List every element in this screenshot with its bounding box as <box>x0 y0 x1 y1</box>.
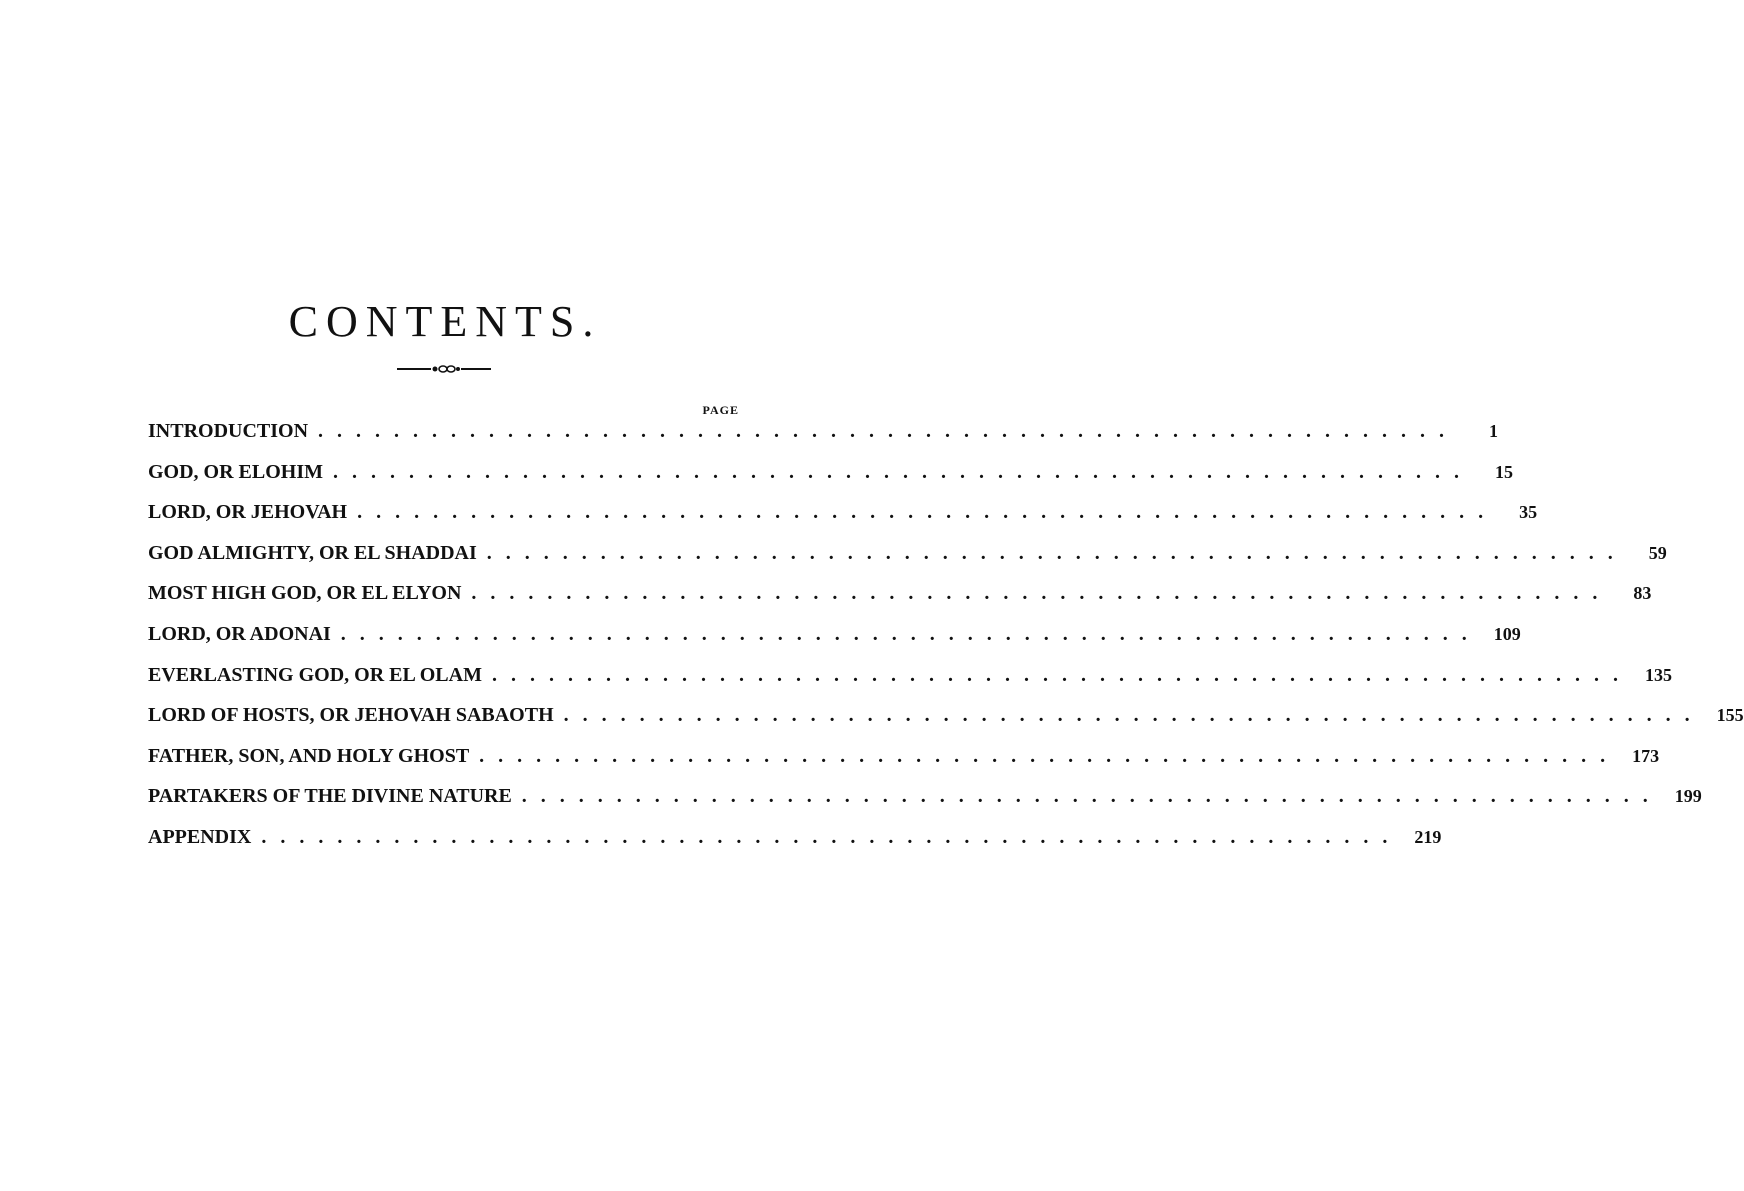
toc-entry-page-number: 35 <box>1519 502 1538 523</box>
toc-entry <box>148 541 1667 583</box>
dot-leader: ............................................................ <box>357 501 1498 524</box>
toc-entry <box>148 825 1442 867</box>
page-column-label: PAGE <box>702 403 739 417</box>
page-title: CONTENTS. <box>288 297 602 346</box>
toc-entry-title: GOD, OR ELOHIM <box>148 460 324 483</box>
toc-entry <box>148 622 1521 664</box>
toc-entry-page-number: 173 <box>1632 745 1660 766</box>
toc-entry-title: MOST HIGH GOD, OR EL ELYON <box>148 582 462 605</box>
toc-entry-title: LORD OF HOSTS, OR JEHOVAH SABAOTH <box>148 704 554 727</box>
toc-entry-page-number: 155 <box>1716 705 1744 726</box>
toc-entry-title: GOD ALMIGHTY, OR EL SHADDAI <box>148 541 477 564</box>
toc-entry <box>148 501 1538 542</box>
toc-entry-page-number: 109 <box>1493 623 1521 644</box>
dot-leader: ............................................................ <box>340 622 1481 645</box>
toc-entry-page-number: 1 <box>1489 421 1499 441</box>
toc-entry-page-number: 135 <box>1644 664 1672 685</box>
toc-entry <box>148 785 1702 826</box>
toc-entry-title: INTRODUCTION <box>148 420 309 442</box>
toc-entry-title: PARTAKERS OF THE DIVINE NATURE <box>148 785 512 808</box>
dot-leader: ............................................................ <box>333 460 1474 483</box>
toc-entry <box>148 582 1652 623</box>
toc-entry-title: LORD, OR JEHOVAH <box>148 501 348 524</box>
dot-leader: ............................................................ <box>471 582 1612 605</box>
dot-leader: ............................................................ <box>261 825 1402 848</box>
toc-entry-title: LORD, OR ADONAI <box>148 622 331 645</box>
toc-entry-title: EVERLASTING GOD, OR EL OLAM <box>148 663 482 686</box>
ornament-divider-icon <box>395 362 495 376</box>
toc-entry <box>148 704 1744 745</box>
dot-leader: ............................................................ <box>563 704 1704 727</box>
dot-leader: ............................................................ <box>318 420 1459 442</box>
toc-entry <box>148 663 1672 705</box>
toc-entry-page-number: 83 <box>1633 583 1652 604</box>
dot-leader: ............................................................ <box>491 663 1632 686</box>
toc-entry-page-number: 15 <box>1495 461 1514 482</box>
toc-entry-page-number: 59 <box>1648 542 1667 563</box>
dot-leader: ............................................................ <box>486 541 1627 564</box>
toc-entry-page-number: 199 <box>1674 786 1702 807</box>
toc-entry <box>148 420 1499 461</box>
toc-entry <box>148 460 1514 502</box>
dot-leader: ............................................................ <box>521 785 1662 808</box>
toc-entry-title: FATHER, SON, AND HOLY GHOST <box>148 744 470 767</box>
toc-entry-title: APPENDIX <box>148 825 252 848</box>
dot-leader: ............................................................ <box>479 744 1620 767</box>
table-of-contents <box>148 420 1744 867</box>
toc-entry-page-number: 219 <box>1414 826 1442 847</box>
toc-entry <box>148 744 1660 786</box>
